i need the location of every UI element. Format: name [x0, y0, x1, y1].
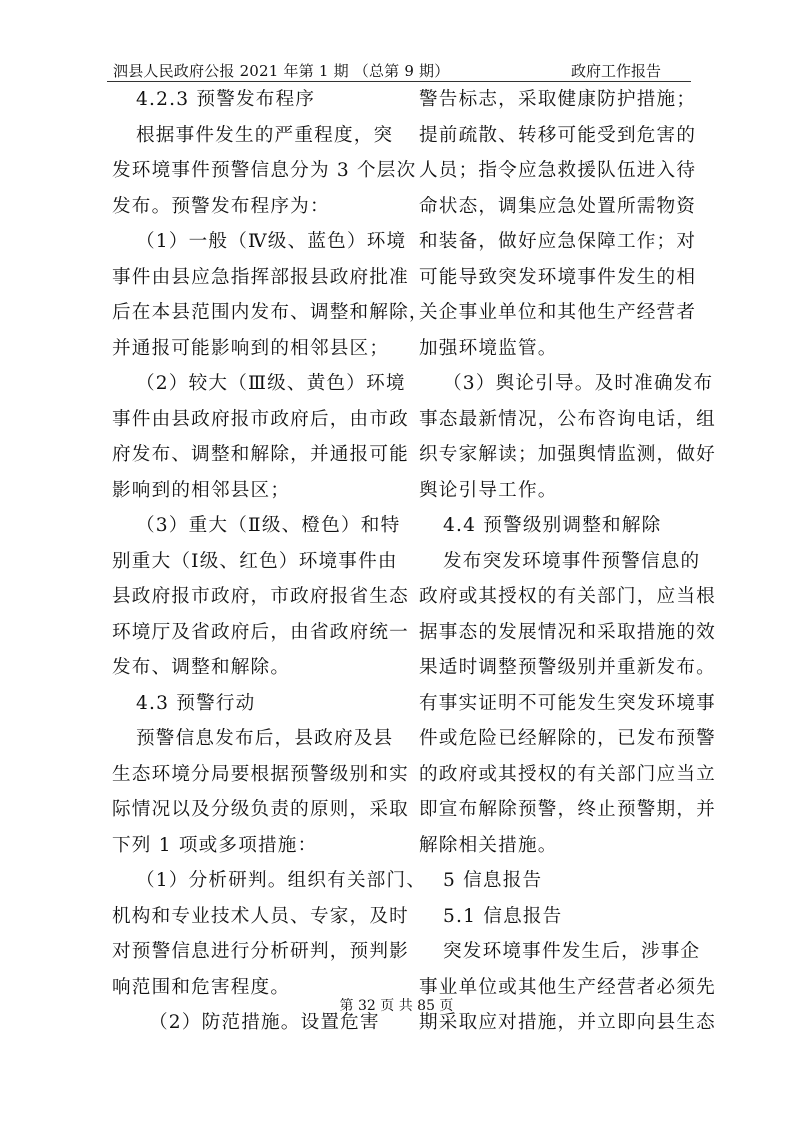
- left-column: [112, 82, 429, 1041]
- paragraph-line: 事件由县政府报市政府后，由市政: [112, 408, 409, 430]
- paragraph-line: 期采取应对措施，并立即向县生态: [419, 1012, 716, 1033]
- paragraph-line: 加强环境监管。: [419, 337, 558, 359]
- right-column: [419, 82, 716, 1041]
- section-heading: 4.2.3 预警发布程序: [136, 89, 316, 110]
- paragraph-line: 织专家解读；加强舆情监测，做好: [419, 444, 716, 465]
- paragraph-line: 生态环境分局要根据预警级别和实: [112, 763, 409, 785]
- page-header: [107, 58, 691, 84]
- paragraph-line: 命状态，调集应急处置所需物资: [419, 195, 697, 217]
- paragraph-line: 后在本县范围内发布、调整和解除，: [112, 302, 429, 323]
- paragraph-line: 际情况以及分级负责的原则，采取: [112, 799, 409, 820]
- paragraph-line: 府发布、调整和解除，并通报可能: [112, 444, 409, 465]
- paragraph-line: 解除相关措施。: [419, 834, 558, 856]
- paragraph-line: 突发环境事件发生后，涉事企: [443, 941, 701, 962]
- page-number: 第 32 页 共 85 页: [339, 998, 454, 1014]
- section-heading: 5.1 信息报告: [443, 905, 563, 927]
- paragraph-line: 响范围和危害程度。: [112, 976, 291, 998]
- paragraph-line: 发环境事件预警信息分为 3 个层次: [112, 160, 417, 181]
- paragraph-line: 环境厅及省政府后，由省政府统一: [112, 621, 409, 643]
- paragraph-line: 事业单位或其他生产经营者必须先: [419, 976, 716, 998]
- paragraph-line: 县政府报市政府，市政府报省生态: [112, 586, 409, 607]
- paragraph-line: 关企事业单位和其他生产经营者: [419, 302, 697, 323]
- paragraph-line: 件或危险已经解除的，已发布预警: [419, 728, 716, 749]
- paragraph-line: 的政府或其授权的有关部门应当立: [419, 763, 716, 785]
- paragraph-line: （2）防范措施。设置危害: [149, 1012, 380, 1033]
- paragraph-line: 果适时调整预警级别并重新发布。: [419, 657, 716, 678]
- section-heading: 4.4 预警级别调整和解除: [443, 515, 662, 536]
- bulletin-title: 泗县人民政府公报 2021 年第 1 期 （总第 9 期）: [113, 62, 450, 80]
- paragraph-line: 警告标志，采取健康防护措施；: [419, 89, 697, 110]
- paragraph-line: 发布。预警发布程序为：: [112, 195, 330, 217]
- paragraph-line: （2）较大（Ⅲ级、黄色）环境: [136, 373, 406, 394]
- paragraph-line: （3）重大（Ⅱ级、橙色）和特: [136, 515, 401, 536]
- paragraph-line: 提前疏散、转移可能受到危害的: [419, 124, 697, 146]
- paragraph-line: （1）分析研判。组织有关部门、: [136, 870, 427, 891]
- paragraph-line: 发布、调整和解除。: [112, 657, 291, 678]
- paragraph-line: 对预警信息进行分析研判，预判影: [112, 941, 409, 962]
- paragraph-line: 影响到的相邻县区；: [112, 479, 291, 501]
- section-heading: 4.3 预警行动: [136, 692, 256, 714]
- paragraph-line: 根据事件发生的严重程度，突: [136, 124, 394, 146]
- paragraph-line: 别重大（Ⅰ级、红色）环境事件由: [112, 550, 398, 572]
- paragraph-line: 可能导致突发环境事件发生的相: [419, 266, 697, 288]
- paragraph-line: 发布突发环境事件预警信息的: [443, 550, 701, 572]
- section-title: 政府工作报告: [570, 62, 661, 80]
- paragraph-line: 政府或其授权的有关部门，应当根: [419, 586, 716, 607]
- paragraph-line: 舆论引导工作。: [419, 479, 558, 501]
- paragraph-line: 事态最新情况，公布咨询电话，组: [419, 408, 716, 430]
- paragraph-line: 并通报可能影响到的相邻县区；: [112, 337, 390, 359]
- paragraph-line: 据事态的发展情况和采取措施的效: [419, 621, 716, 643]
- paragraph-line: 机构和专业技术人员、专家，及时: [112, 905, 409, 927]
- paragraph-line: 预警信息发布后，县政府及县: [136, 728, 394, 749]
- paragraph-line: 事件由县应急指挥部报县政府批准: [112, 266, 409, 288]
- paragraph-line: 和装备，做好应急保障工作；对: [419, 231, 697, 252]
- section-heading: 5 信息报告: [443, 870, 543, 891]
- paragraph-line: 即宣布解除预警，终止预警期，并: [419, 799, 716, 820]
- paragraph-line: （1）一般（Ⅳ级、蓝色）环境: [136, 231, 407, 252]
- paragraph-line: 下列 1 项或多项措施：: [112, 834, 318, 856]
- paragraph-line: 人员；指令应急救援队伍进入待: [419, 160, 697, 181]
- paragraph-line: （3）舆论引导。及时准确发布: [443, 373, 714, 394]
- paragraph-line: 有事实证明不可能发生突发环境事: [419, 692, 716, 714]
